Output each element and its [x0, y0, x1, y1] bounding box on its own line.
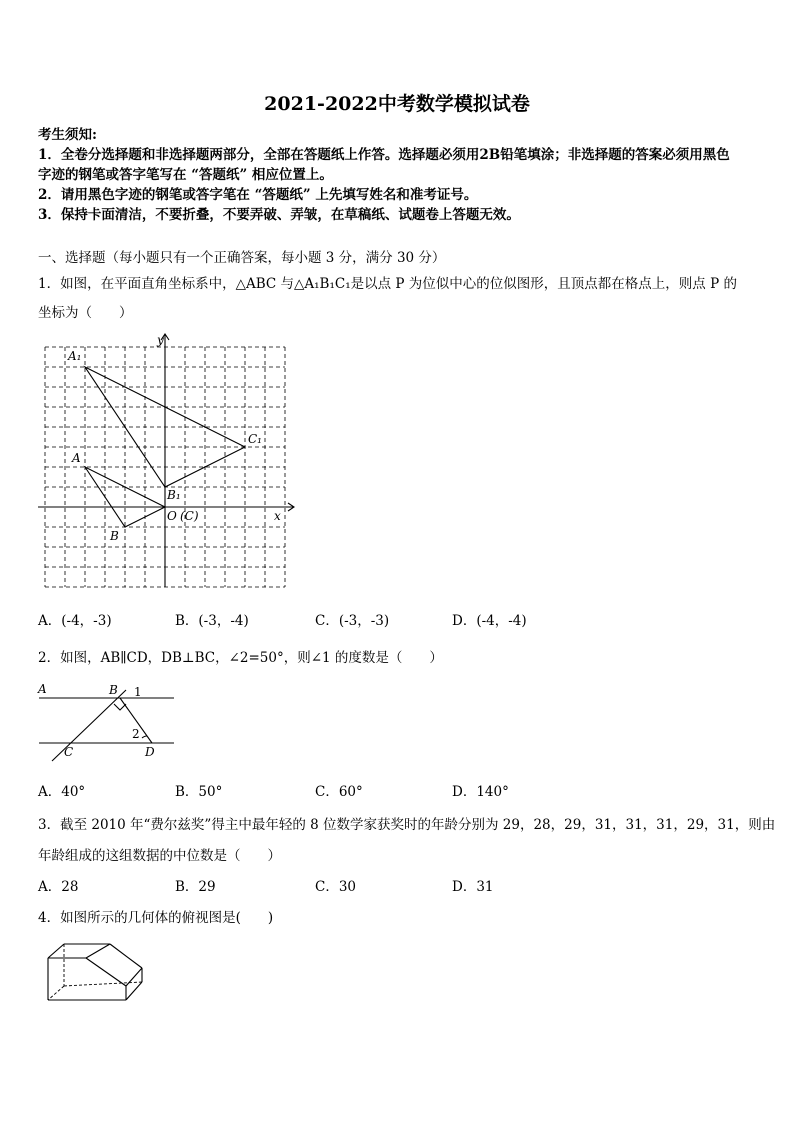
q1-stem-line2: 坐标为（ ） — [38, 305, 133, 321]
notice-item-2: 2．请用黑色字迹的钢笔或答字笔在 “答题纸” 上先填写姓名和准考证号。 — [38, 187, 478, 203]
angle-2-arc — [142, 736, 147, 738]
notice-item-3: 3．保持卡面清洁，不要折叠，不要弄破、弄皱，在草稿纸、试题卷上答题无效。 — [38, 207, 520, 223]
page-title: 2021-2022中考数学模拟试卷 — [264, 93, 530, 115]
q2-label-a: A — [38, 682, 47, 696]
q2-option-b[interactable]: B．50° — [175, 784, 223, 800]
label-o: O — [167, 509, 177, 523]
q1-option-d[interactable]: D．(-4，-4) — [452, 613, 527, 629]
q1-option-b[interactable]: B．(-3，-4) — [175, 613, 249, 629]
q2-stem: 2．如图，AB∥CD，DB⊥BC，∠2=50°，则∠1 的度数是（ ） — [38, 650, 443, 666]
q1-option-a[interactable]: A．(-4，-3) — [38, 613, 112, 629]
q2-label-b: B — [109, 683, 118, 697]
q3-option-c[interactable]: C．30 — [315, 879, 357, 895]
q1-option-c[interactable]: C．(-3，-3) — [315, 613, 390, 629]
q2-label-d: D — [145, 745, 155, 759]
section-heading: 一、选择题（每小题只有一个正确答案，每小题 3 分，满分 30 分） — [38, 250, 446, 266]
q2-label-c: C — [64, 745, 74, 759]
q3-option-d[interactable]: D．31 — [452, 879, 494, 895]
label-a: A — [72, 451, 81, 465]
label-c1: C₁ — [248, 432, 262, 446]
q3-option-a[interactable]: A．28 — [38, 879, 79, 895]
q2-label-1: 1 — [134, 685, 142, 699]
q2-parallel-lines-figure — [34, 678, 176, 764]
x-axis-label: x — [274, 509, 281, 523]
right-angle-mark — [114, 704, 126, 710]
q3-option-b[interactable]: B．29 — [175, 879, 216, 895]
notice-item-1-cont: 字迹的钢笔或答字笔写在 “答题纸” 相应位置上。 — [38, 167, 333, 183]
label-a1: A₁ — [68, 349, 82, 363]
notice-heading: 考生须知: — [38, 127, 97, 143]
q2-option-d[interactable]: D．140° — [452, 784, 509, 800]
label-c: (C) — [180, 509, 199, 523]
q3-stem-line1: 3．截至 2010 年“费尔兹奖”得主中最年轻的 8 位数学家获奖时的年龄分别为 29，28，29，31，31，31，29，31，则由 — [38, 817, 776, 833]
y-axis-label: y — [157, 333, 164, 347]
q2-label-2: 2 — [132, 727, 140, 741]
label-b1: B₁ — [167, 488, 181, 502]
q4-stem: 4．如图所示的几何体的俯视图是( ) — [38, 910, 274, 926]
q4-solid-figure — [42, 938, 146, 1006]
q1-coordinate-figure — [38, 330, 300, 590]
q1-stem-line1: 1．如图，在平面直角坐标系中，△ABC 与△A₁B₁C₁是以点 P 为位似中心的位似图形，且顶点都在格点上，则点 P 的 — [38, 276, 737, 292]
label-b: B — [110, 529, 119, 543]
q3-stem-line2: 年龄组成的这组数据的中位数是（ ） — [38, 848, 281, 864]
q2-option-a[interactable]: A．40° — [38, 784, 86, 800]
notice-item-1: 1．全卷分选择题和非选择题两部分，全部在答题纸上作答。选择题必须用2B铅笔填涂；非选择题的答案必须用黑色 — [38, 147, 730, 163]
q2-option-c[interactable]: C．60° — [315, 784, 363, 800]
